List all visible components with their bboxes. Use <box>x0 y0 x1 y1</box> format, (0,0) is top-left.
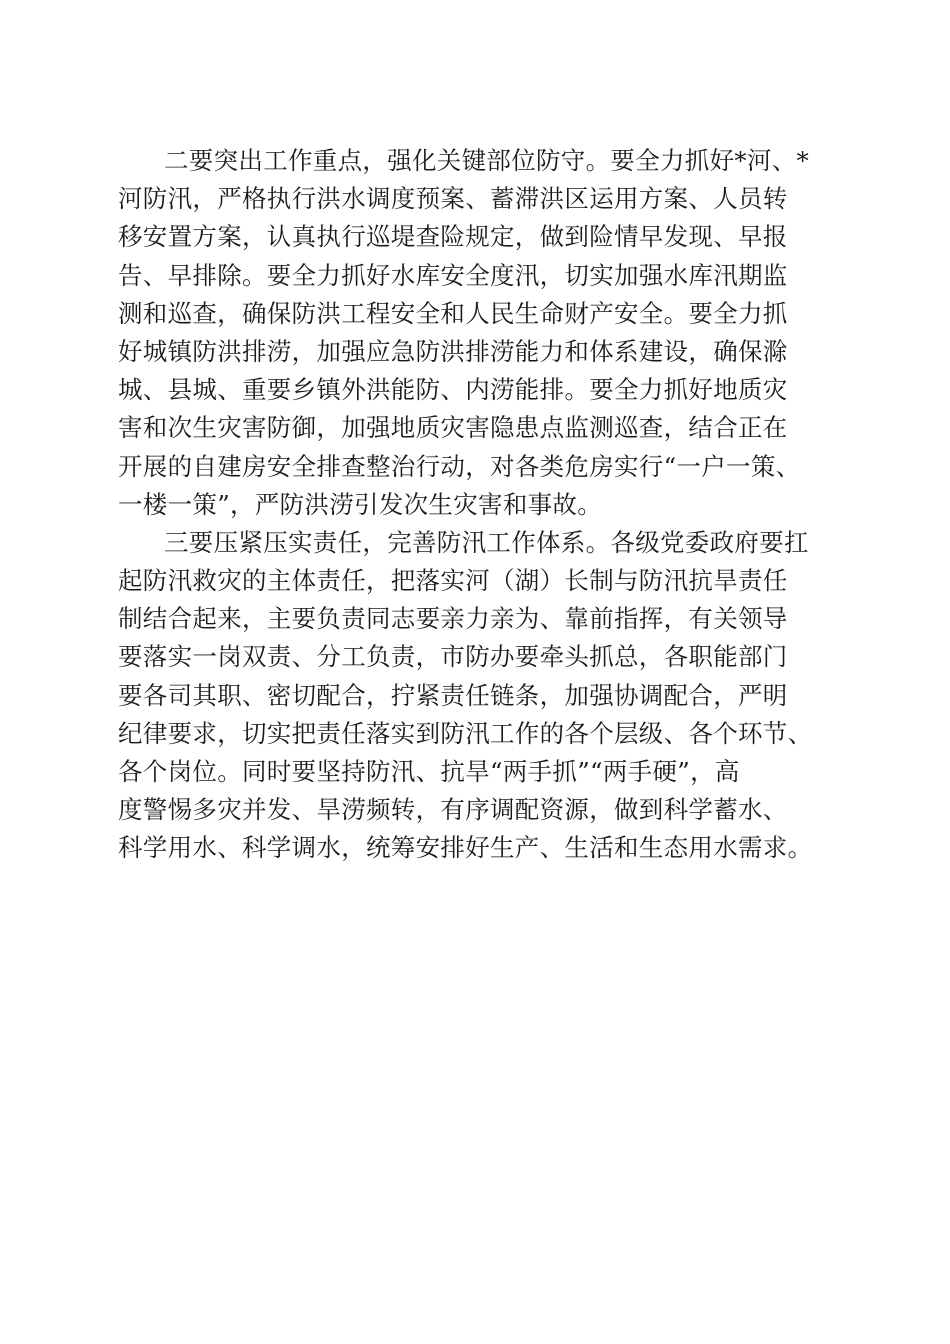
text-line: 二要突出工作重点，强化关键部位防守。要全力抓好*河、* <box>164 146 810 175</box>
text-line: 纪律要求，切实把责任落实到防汛工作的各个层级、各个环节、 <box>118 718 813 748</box>
text-line: 城、县城、重要乡镇外洪能防、内涝能排。要全力抓好地质灾 <box>118 375 788 405</box>
text-line: 科学用水、科学调水，统筹安排好生产、生活和生态用水需求。 <box>118 833 813 863</box>
paragraph-3 <box>118 524 838 868</box>
text-line: 害和次生灾害防御，加强地质灾害隐患点监测巡查，结合正在 <box>118 413 788 443</box>
text-line: 一楼一策”，严防洪涝引发次生灾害和事故。 <box>118 489 603 519</box>
text-line: 度警惕多灾并发、旱涝频转，有序调配资源，做到科学蓄水、 <box>118 795 788 825</box>
text-line: 好城镇防洪排涝，加强应急防洪排涝能力和体系建设，确保滁 <box>118 336 788 366</box>
text-line: 三要压紧压实责任，完善防汛工作体系。各级党委政府要扛 <box>164 527 809 557</box>
text-line: 告、早排除。要全力抓好水库安全度汛，切实加强水库汛期监 <box>118 260 788 290</box>
text-line: 制结合起来，主要负责同志要亲力亲为、靠前指挥，有关领导 <box>118 604 788 634</box>
text-line: 开展的自建房安全排查整治行动，对各类危房实行“一户一策、 <box>118 451 801 481</box>
paragraph-2 <box>118 142 838 524</box>
text-line: 要各司其职、密切配合，拧紧责任链条，加强协调配合，严明 <box>118 680 788 710</box>
text-line: 测和巡查，确保防洪工程安全和人民生命财产安全。要全力抓 <box>118 298 788 328</box>
text-line: 起防汛救灾的主体责任，把落实河（湖）长制与防汛抗旱责任 <box>118 566 788 596</box>
text-line: 河防汛，严格执行洪水调度预案、蓄滞洪区运用方案、人员转 <box>118 184 788 214</box>
text-line: 各个岗位。同时要坚持防汛、抗旱“两手抓”“两手硬”，高 <box>118 757 740 786</box>
text-line: 要落实一岗双责、分工负责，市防办要牵头抓总，各职能部门 <box>118 642 788 672</box>
text-line: 移安置方案，认真执行巡堤查险规定，做到险情早发现、早报 <box>118 222 788 252</box>
document-body <box>118 142 838 868</box>
